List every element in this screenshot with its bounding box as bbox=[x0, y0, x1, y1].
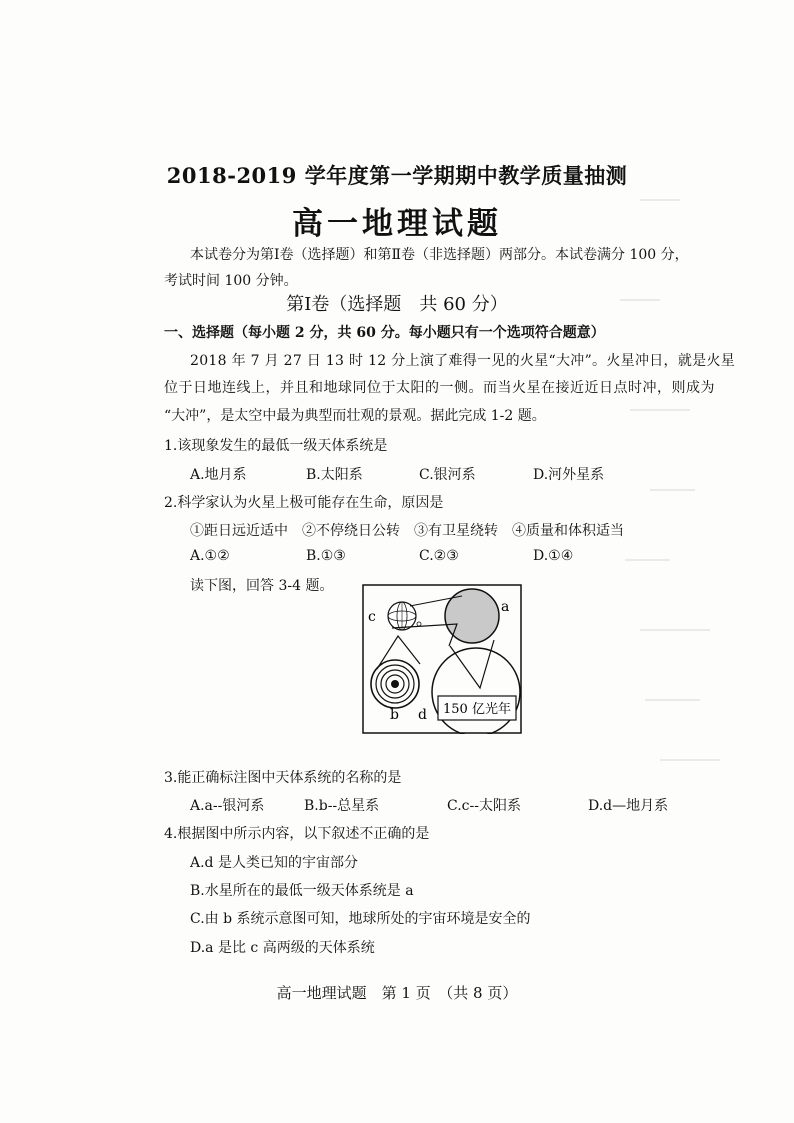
figure-intro: 读下图，回答 3-4 题。 bbox=[190, 578, 334, 594]
system-d-circle bbox=[432, 648, 520, 734]
exam-header: 2018-2019 学年度第一学期期中教学质量抽测 bbox=[166, 163, 628, 188]
galaxy-sphere-icon bbox=[388, 602, 421, 630]
instructions-line-2: 考试时间 100 分钟。 bbox=[164, 273, 298, 289]
passage-line-3: “大冲”，是太空中最为典型而壮观的景观。据此完成 1-2 题。 bbox=[164, 408, 546, 424]
question-1-option-d: D.河外星系 bbox=[533, 467, 605, 483]
passage-line-2: 位于日地连线上，并且和地球同位于太阳的一侧。而当火星在接近近日点时冲，则成为 bbox=[164, 380, 715, 396]
label-d: d bbox=[418, 707, 427, 723]
question-4-stem: 4.根据图中所示内容，以下叙述不正确的是 bbox=[164, 826, 430, 842]
question-3-option-d: D.d—地月系 bbox=[588, 798, 669, 814]
question-3-option-c: C.c--太阳系 bbox=[447, 798, 521, 814]
question-3-option-b: B.b--总星系 bbox=[304, 798, 380, 814]
label-c: c bbox=[368, 609, 376, 625]
question-1-option-a: A.地月系 bbox=[190, 467, 247, 483]
question-2-statements: ①距日远近适中 ②不停绕日公转 ③有卫星绕转 ④质量和体积适当 bbox=[190, 523, 624, 539]
question-2-option-b: B.①③ bbox=[306, 548, 346, 564]
instructions-line-1: 本试卷分为第Ⅰ卷（选择题）和第Ⅱ卷（非选择题）两部分。本试卷满分 100 分， bbox=[190, 247, 689, 263]
question-3-option-a: A.a--银河系 bbox=[190, 798, 265, 814]
question-1-option-c: C.银河系 bbox=[419, 467, 476, 483]
page-footer: 高一地理试题 第 1 页 （共 8 页） bbox=[276, 984, 518, 1002]
exam-title: 高一地理试题 bbox=[292, 206, 502, 242]
question-1-stem: 1.该现象发生的最低一级天体系统是 bbox=[164, 438, 388, 454]
question-4-option-b: B.水星所在的最低一级天体系统是 a bbox=[190, 883, 414, 899]
label-a: a bbox=[501, 599, 510, 615]
question-2-stem: 2.科学家认为火星上极可能存在生命，原因是 bbox=[164, 495, 444, 511]
question-4-option-c: C.由 b 系统示意图可知，地球所处的宇宙环境是安全的 bbox=[190, 911, 531, 927]
question-4-option-d: D.a 是比 c 高两级的天体系统 bbox=[190, 940, 375, 956]
distance-label: 150 亿光年 bbox=[443, 702, 511, 717]
part-heading: 一、选择题（每小题 2 分，共 60 分。每小题只有一个选项符合题意） bbox=[164, 325, 605, 341]
question-2-option-c: C.②③ bbox=[419, 548, 459, 564]
question-2-option-d: D.①④ bbox=[533, 548, 574, 564]
section-title: 第Ⅰ卷（选择题 共 60 分） bbox=[286, 294, 508, 315]
label-b: b bbox=[390, 707, 399, 723]
question-3-stem: 3.能正确标注图中天体系统的名称的是 bbox=[164, 770, 402, 786]
passage-line-1: 2018 年 7 月 27 日 13 时 12 分上演了难得一见的火星“大冲”。火星冲日，就是火星 bbox=[190, 353, 736, 369]
celestial-systems-diagram bbox=[362, 584, 522, 734]
question-2-option-a: A.①② bbox=[190, 548, 230, 564]
scan-bleed-through bbox=[600, 180, 794, 800]
question-4-option-a: A.d 是人类已知的宇宙部分 bbox=[190, 855, 358, 871]
question-1-option-b: B.太阳系 bbox=[306, 467, 363, 483]
